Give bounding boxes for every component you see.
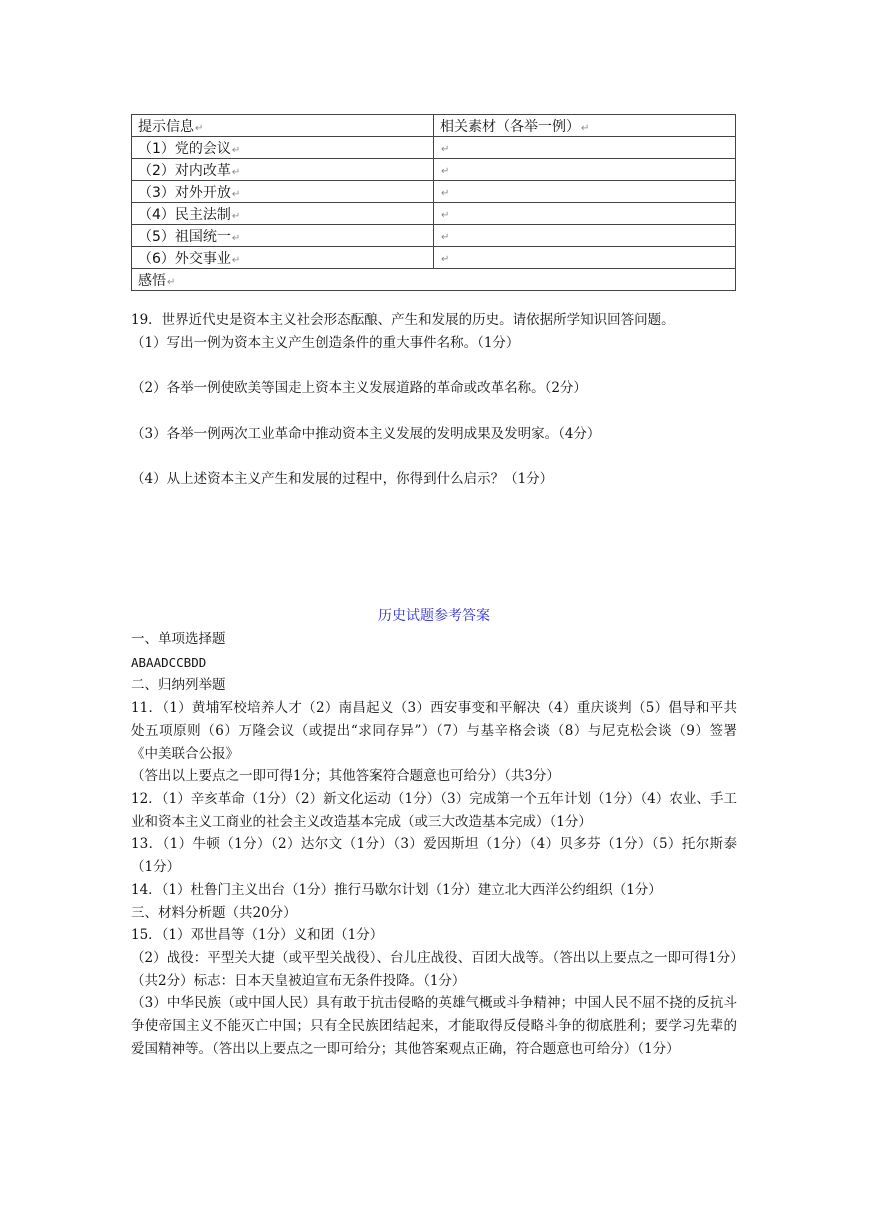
table-row [132, 159, 736, 181]
question-19-stem: 19．世界近代史是资本主义社会形态酝酿、产生和发展的历史。请依据所学知识回答问题。 [131, 312, 675, 328]
row-label: （3）对外开放 [138, 184, 231, 201]
question-19-part-1: （1）写出一例为资本主义产生创造条件的重大事件名称。（1分） [131, 335, 520, 351]
paragraph-mark-icon: ↵ [441, 165, 450, 177]
paragraph-mark-icon: ↵ [581, 122, 590, 134]
table-row [132, 181, 736, 203]
table-cell-material [434, 181, 736, 203]
table-cell-hint [132, 247, 434, 269]
paragraph-mark-icon: ↵ [441, 231, 450, 243]
row-label: （2）对内改革 [138, 162, 231, 179]
table-cell-material [434, 247, 736, 269]
section-heading-single-choice: 一、单项选择题 [131, 631, 226, 647]
answer-key-title: 历史试题参考答案 [378, 608, 490, 624]
paragraph-mark-icon: ↵ [231, 254, 241, 266]
answer-12: 12．（1）辛亥革命（1分）（2）新文化运动（1分）（3）完成第一个五年计划（1分）（4）农业、手工业和资本主义工商业的社会主义改造基本完成（或三大改造基本完成）（1分） [131, 791, 737, 830]
header-hint-info: 提示信息 [138, 118, 194, 135]
table-cell-material [434, 203, 736, 225]
row-label: （1）党的会议 [138, 140, 231, 157]
table-row [132, 225, 736, 247]
row-label: （5）祖国统一 [138, 228, 231, 245]
hint-info-table [131, 114, 736, 291]
paragraph-mark-icon: ↵ [441, 143, 450, 155]
paragraph-mark-icon: ↵ [441, 209, 450, 221]
table-cell-hint [132, 225, 434, 247]
paragraph-mark-icon: ↵ [441, 187, 450, 199]
choice-answers: ABAADCCBDD [131, 655, 207, 670]
question-19-part-3: （3）各举一例两次工业革命中推动资本主义发展的发明成果及发明家。（4分） [131, 426, 601, 442]
question-19-part-4: （4）从上述资本主义产生和发展的过程中，你得到什么启示？（1分） [131, 471, 554, 487]
paragraph-mark-icon: ↵ [441, 253, 450, 265]
table-header-cell [132, 115, 434, 137]
table-cell-material [434, 225, 736, 247]
answer-13: 13．（1）牛顿（1分）（2）达尔文（1分）（3）爱因斯坦（1分）（4）贝多芬（1分）（5）托尔斯泰（1分） [131, 836, 737, 875]
table-header-cell [434, 115, 736, 137]
answer-11: 11．（1）黄埔军校培养人才（2）南昌起义（3）西安事变和平解决（4）重庆谈判（5）倡导和平共处五项原则（6）万隆会议（或提出“求同存异”）（7）与基辛格会谈（8）与尼克松会谈（9）签署《中美联合公报》 [131, 700, 737, 762]
table-row [132, 137, 736, 159]
paragraph-mark-icon: ↵ [231, 232, 241, 244]
table-cell-hint [132, 203, 434, 225]
row-label: （4）民主法制 [138, 206, 231, 223]
answer-11-note: （答出以上要点之一即可得1分；其他答案符合题意也可给分）（共3分） [131, 768, 560, 784]
header-related-material: 相关素材（各举一例） [440, 118, 580, 135]
table-cell-hint [132, 181, 434, 203]
table-footer-row [132, 269, 736, 291]
paragraph-mark-icon: ↵ [195, 122, 204, 134]
row-label: （6）外交事业 [138, 250, 231, 267]
answer-15-part-1: 15．（1）邓世昌等（1分）义和团（1分） [131, 927, 384, 943]
answer-14: 14．（1）杜鲁门主义出台（1分）推行马歇尔计划（1分）建立北大西洋公约组织（1分） [131, 882, 662, 898]
question-19-part-2: （2）各举一例使欧美等国走上资本主义发展道路的革命或改革名称。（2分） [131, 380, 587, 396]
table-cell-hint [132, 159, 434, 181]
table-row [132, 247, 736, 269]
reflection-label: 感悟 [138, 272, 166, 289]
table-cell-hint [132, 137, 434, 159]
table-footer-cell [132, 269, 736, 291]
table-cell-material [434, 159, 736, 181]
section-heading-induction: 二、归纳列举题 [131, 677, 226, 693]
paragraph-mark-icon: ↵ [231, 188, 241, 200]
table-header-row [132, 115, 736, 137]
table-row [132, 203, 736, 225]
paragraph-mark-icon: ↵ [231, 144, 241, 156]
answer-15-part-3: （3）中华民族（或中国人民）具有敢于抗击侵略的英雄气概或斗争精神；中国人民不屈不挠的反抗斗争使帝国主义不能灭亡中国；只有全民族团结起来，才能取得反侵略斗争的彻底胜利；要学习先辈的爱国精神等。（答出以上要点之一即可给分；其他答案观点正确，符合题意也可给分）（1分） [131, 995, 737, 1057]
answer-15-part-2: （2）战役：平型关大捷（或平型关战役）、台儿庄战役、百团大战等。（答出以上要点之一即可得1分）（共2分）标志：日本天皇被迫宣布无条件投降。（1分） [131, 950, 737, 989]
paragraph-mark-icon: ↵ [231, 210, 241, 222]
table-cell-material [434, 137, 736, 159]
paragraph-mark-icon: ↵ [167, 276, 176, 288]
section-heading-material-analysis: 三、材料分析题（共20分） [131, 905, 297, 921]
paragraph-mark-icon: ↵ [231, 166, 241, 178]
